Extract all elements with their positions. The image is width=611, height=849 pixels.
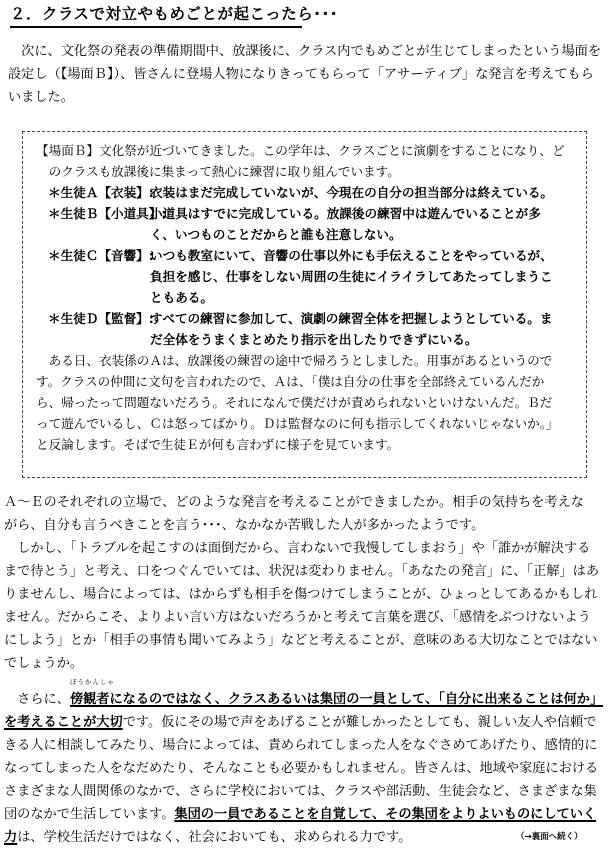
body-text: は、学校生活だけではなく、社会においても、求められる力です。 (17, 830, 412, 845)
intro-line: 次に、文化祭の発表の準備期間中、放課後に、クラス内でもめごとが生じてしまったという場面を (8, 44, 602, 59)
body-text: です。仮にその場で声をあげることが難しかったとしても、親しい友人や信頼で (122, 715, 597, 730)
character-c (36, 246, 581, 267)
story-line: と反論します。そばで生徒Ｅが何も言わずに様子を見ています。 (36, 437, 400, 452)
character-desc: 小道具はすでに完成している。放課後の練習中は遊んでいることが多 (150, 206, 541, 221)
intro-line: 設定し（【場面Ｂ】）、皆さんに登場人物になりきってもらって「アサーティブ」な発言を考えてもら (8, 67, 594, 82)
character-d-cont (36, 330, 581, 351)
character-desc: いつも教室にいて、音響の仕事以外にも手伝えることをやっているが、 (150, 248, 553, 263)
character-d (36, 309, 581, 330)
character-c-cont (36, 288, 581, 309)
emphasis-text: を考えることが大切 (4, 715, 123, 730)
character-desc: だ全体をうまくまとめたり指示を出したりできずにいる。 (150, 332, 478, 347)
intro-paragraph (8, 40, 601, 109)
character-desc: 衣装はまだ完成していないが、今現在の自分の担当部分は終えている。 (150, 185, 553, 200)
character-c-cont (36, 267, 581, 288)
body-paragraph-1 (4, 491, 599, 675)
body-line (4, 803, 603, 826)
scene-lead-line: 【場面Ｂ】文化祭が近づいてきました。この学年は、クラスごとに演劇をすることになり、ど (36, 143, 565, 158)
scene-b-box (22, 131, 587, 478)
body-line (4, 678, 604, 711)
ruby-base: 傍観者 (69, 692, 110, 707)
scene-b-content (36, 141, 581, 456)
body-line: にしよう」とか「相手の事情も聞いてみよう」などと考えることが、意味のある大切なことではない (4, 633, 598, 648)
character-label: ＊生徒Ｃ【音響】: (48, 248, 154, 263)
story-line: ら、帰ったって問題ないだろう。それになんで僕だけが責められないといけないんだ。Ｂだ (36, 395, 553, 410)
body-line: りませんし、場合によっては、はからずも相手を傷つけてしまうことが、ひょっとしてあるかもしれ (4, 587, 598, 602)
character-a (36, 183, 581, 204)
emphasis-text: になるのではなく、クラスあるいは集団の一員として、「自分に出来ることは何か」 (109, 692, 604, 707)
body-line (4, 711, 603, 734)
body-line: でしょうか。 (4, 656, 84, 671)
character-desc: ともある。 (150, 290, 213, 305)
story-line: ある日、衣装係のＡは、放課後の練習の途中で帰ろうとしました。用事があるというので (36, 353, 553, 368)
continued-overleaf-note: （→裏面へ続く） (516, 832, 583, 842)
body-line: きる人に相談してみたり、場合によっては、責められてしまった人をなぐさめてあげたり、感情的に (4, 738, 598, 753)
story-line: す。クラスの仲間に文句を言われたので、Ａは、「僕は自分の仕事を全部終えているんだか (36, 374, 545, 389)
character-label: ＊生徒Ｄ【監督】: (48, 311, 154, 326)
intro-line: いました。 (8, 90, 74, 105)
body-line: ません。だからこそ、よりよい言い方はないだろうかと考えて言葉を選び、「感情をぶつけないよう (4, 610, 591, 625)
section-heading: ２．クラスで対立やもめごとが起こったら･･･ (10, 4, 302, 28)
body-line: Ａ～Ｅのそれぞれの立場で、どのような発言を考えることができましたか。相手の気持ちを考えな (4, 495, 584, 510)
story-line: って遊んでいるし、Ｃは怒ってばかり。Ｄは監督なのに何も指示してくれないじゃないか。」 (36, 416, 559, 431)
character-desc: すべての練習に参加して、演劇の練習全体を把握しようとしている。ま (150, 311, 553, 326)
scene-lead-line: のクラスも放課後に集まって熱心に練習に取り組んでいます。 (36, 164, 400, 179)
emphasis-text: 集団の一員であることを自覚して、その集団をよりよいものにしていく (174, 807, 597, 822)
body-text: さらに、 (4, 692, 70, 707)
body-line: がら、自分も言うべきことを言う･･･、なかなか苦戦した人が多かったようです。 (4, 518, 485, 533)
character-label: ＊生徒Ａ【衣装】: (48, 185, 154, 200)
ruby-reading: ぼうかんしゃ (69, 678, 115, 686)
character-b (36, 204, 581, 225)
body-paragraph-2 (4, 678, 604, 849)
body-line: なってしまった人をなだめたり、そんなことも必要かもしれません。皆さんは、地域や家庭における (4, 761, 599, 776)
ruby-word (69, 678, 115, 711)
emphasis-text: 力 (4, 830, 18, 845)
character-desc: 負担を感じ、仕事をしない周囲の生徒にイライラしてあたってしまうこ (150, 269, 553, 284)
body-line: まで待とう」と考え、口をつぐんでいては、状況は変わりません。「あなたの発言」に、「正解」はあ (4, 564, 600, 579)
body-text: 団のなかで生活しています。 (4, 807, 175, 822)
body-line: さまざまな人間関係のなかで、さらに学校においては、クラスや部活動、生徒会など、さまざまな集 (4, 784, 597, 799)
character-label: ＊生徒Ｂ【小道具】: (48, 206, 167, 221)
character-b-cont (36, 225, 581, 246)
character-desc: く、いつものことだからと誰も注意しない。 (150, 227, 402, 242)
body-line: しかし、「トラブルを起こすのは面倒だから、言わないで我慢してしまおう」や「誰かが解決する (4, 541, 591, 556)
